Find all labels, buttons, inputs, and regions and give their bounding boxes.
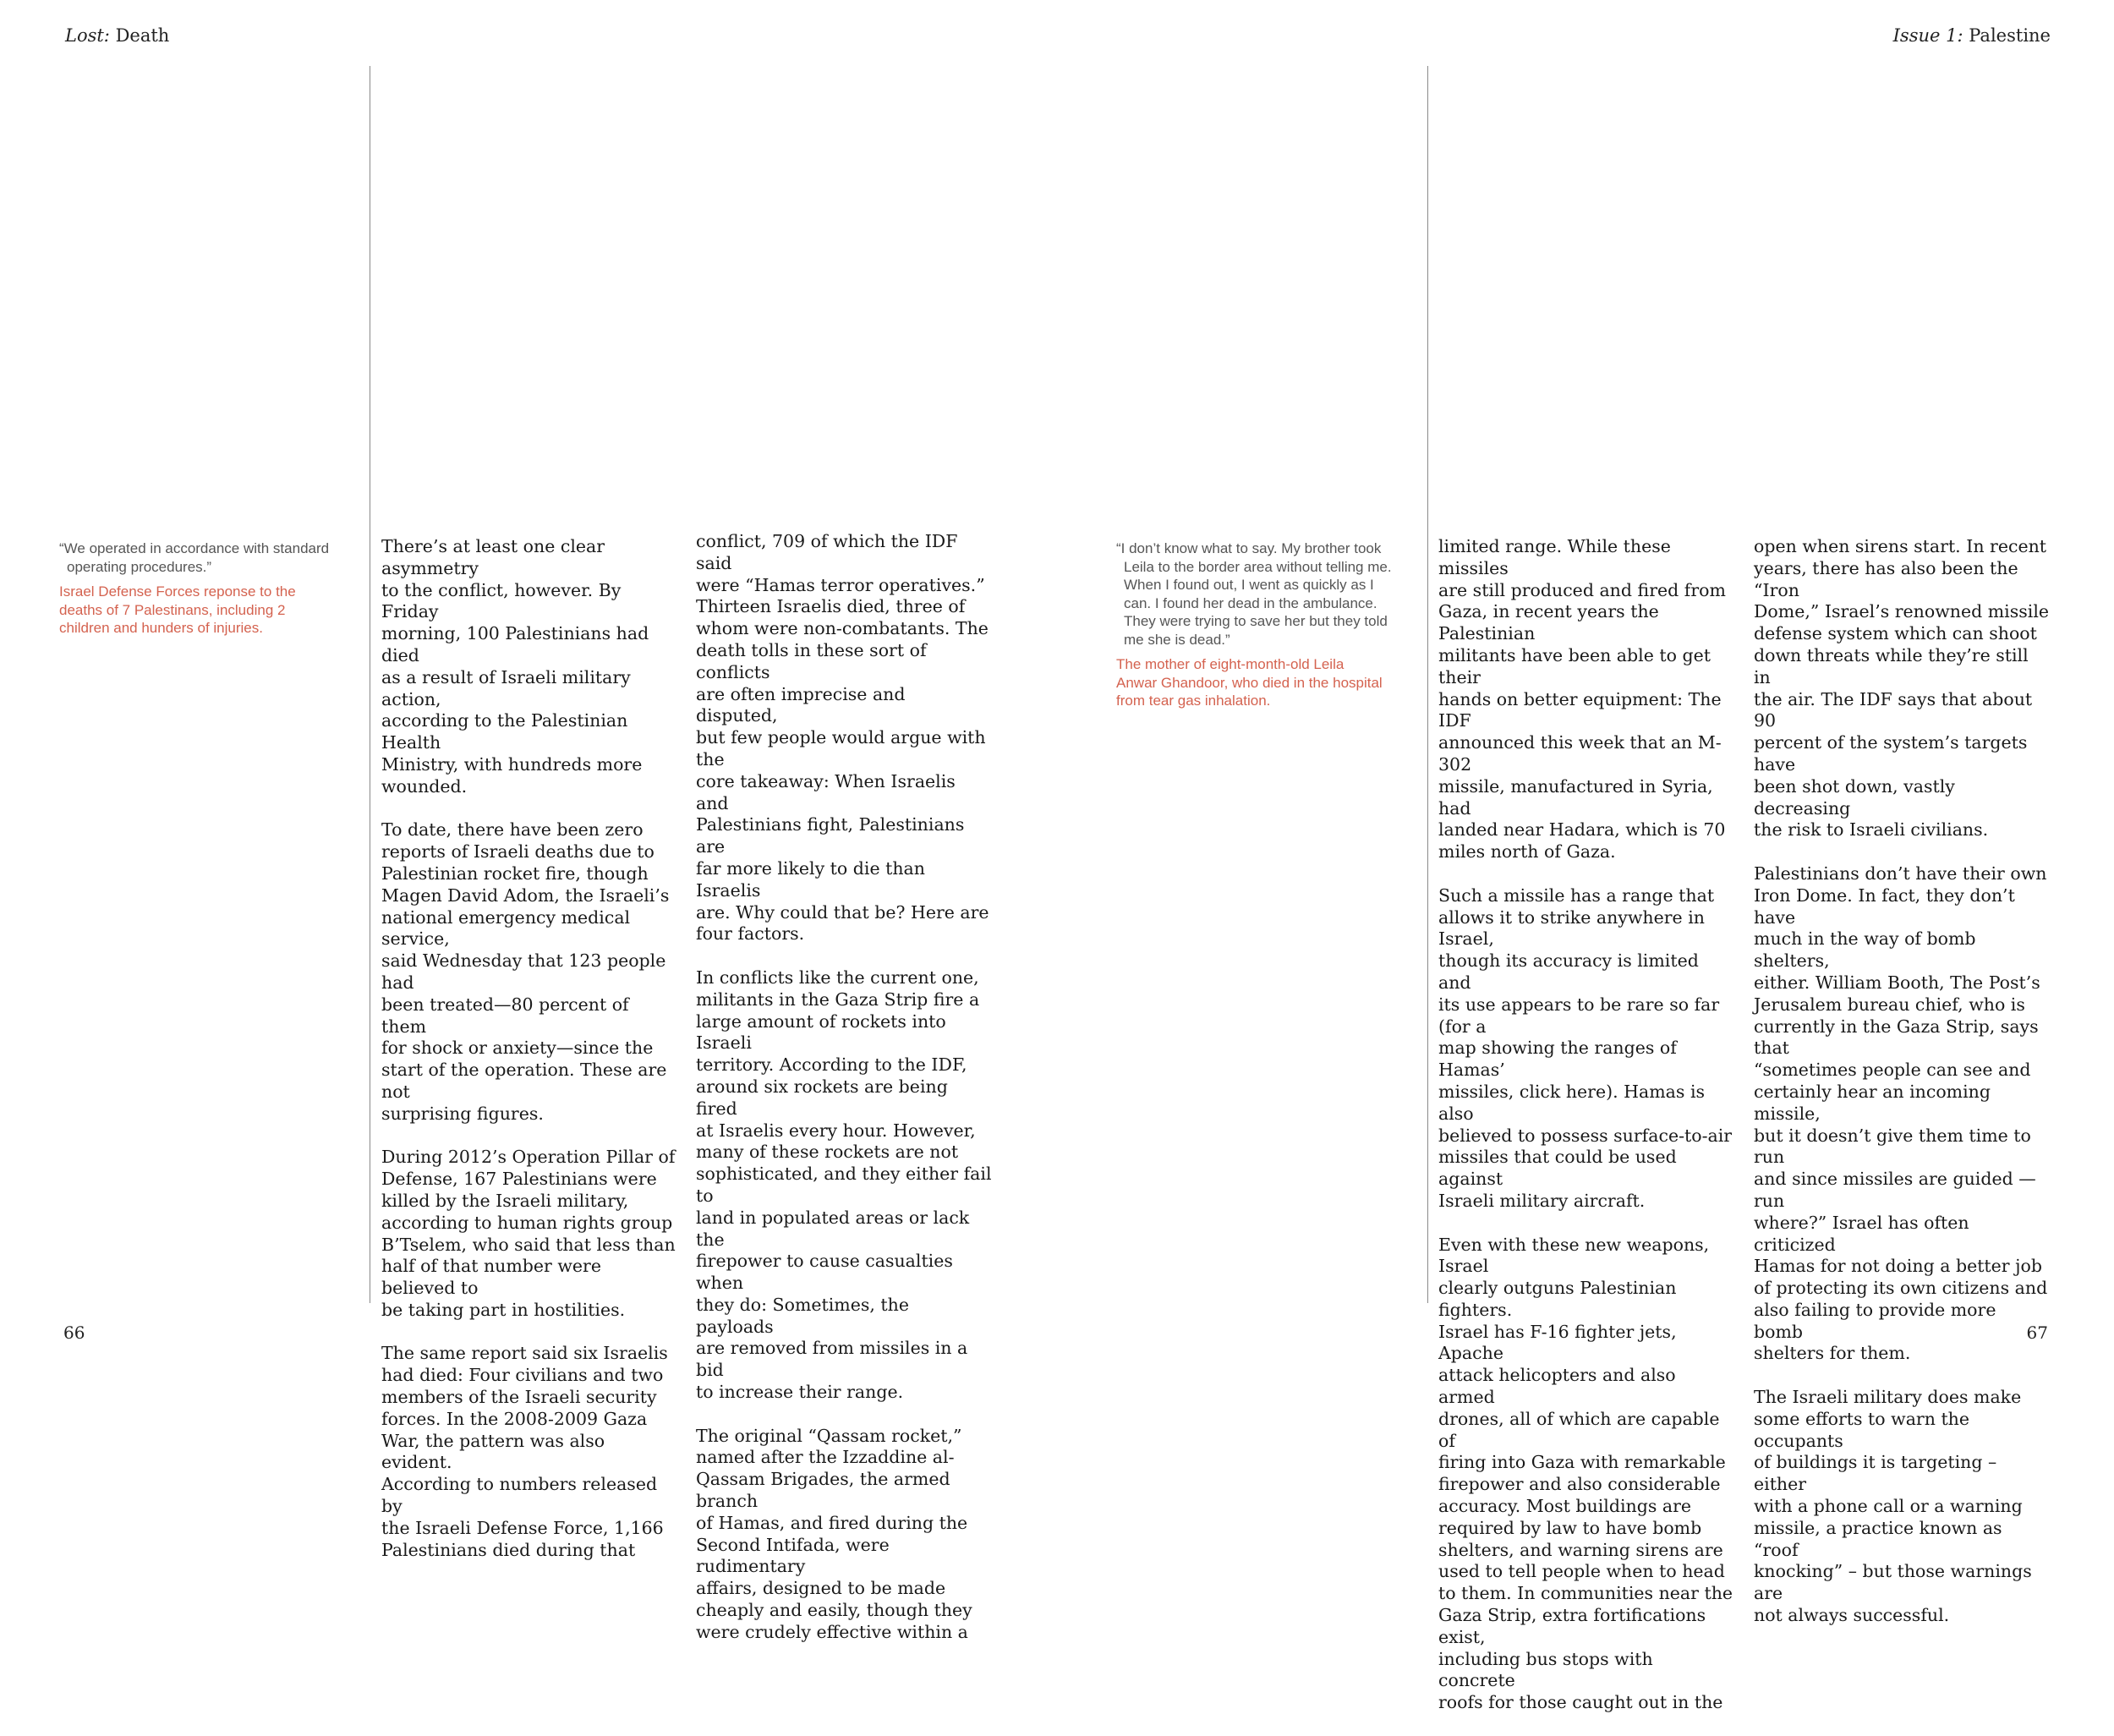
pull-quote-line: “We operated in accordance with standard	[59, 540, 330, 556]
paragraph: Palestinians don’t have their own Iron Dome. In fact, they don’t have much in the way of bomb shelters, either. William Booth, The Post’s Jerusalem bureau chief, who is currently in the Gaza Strip, says that “sometimes people can see and certainly hear an incoming missile, but it doesn’t give them time to run and since missiles are guided — run where?” Israel has often criticized Hamas for not doing a better job of protecting its own citizens and also failing to provide more bomb shelters for them.	[1754, 863, 2048, 1364]
pull-quote-line: “I don’t know what to say. My brother took	[1116, 540, 1382, 556]
pull-quote-line: operating procedures.”	[67, 558, 212, 575]
pull-quote-attribution: Israel Defense Forces reponse to the deaths of 7 Palestinans, including 2 children and hunders of injuries.	[59, 583, 296, 636]
pull-quote-left	[59, 539, 357, 638]
pull-quote-text	[1116, 539, 1414, 649]
page-number-right: 67	[2026, 1323, 2048, 1343]
section-label: Lost:	[65, 25, 110, 46]
paragraph: limited range. While these missiles are still produced and fired from Gaza, in recent years the Palestinian militants have been able to get their hands on better equipment: The IDF announced this week that an M-302 missile, manufactured in Syria, had landed near Hadara, which is 70 miles north of Gaza.	[1438, 536, 1726, 863]
paragraph: To date, there have been zero reports of Israeli deaths due to Palestinian rocket fire, though Magen David Adom, the Israeli’s national emergency medical service, said Wednesday that 123 people had been treated—80 percent of them for shock or anxiety—since the start of the operation. These are not surprising figures.	[381, 819, 670, 1124]
issue-title: Palestine	[1969, 25, 2051, 46]
paragraph: Even with these new weapons, Israel clearly outguns Palestinian fighters. Israel has F-16 fighter jets, Apache attack helicopters and also armed drones, all of which are capable of firing into Gaza with remarkable firepower and also considerable accuracy. Most buildings are required by law to have bomb shelters, and warning sirens are used to tell people when to head to them. In communities near the Gaza Strip, extra fortifications exist, including bus stops with concrete roofs for those caught out in the	[1438, 1234, 1733, 1713]
paragraph: The same report said six Israelis had died: Four civilians and two members of the Israeli security forces. In the 2008-2009 Gaza War, the pattern was also evident. According to numbers released by the Israeli Defense Force, 1,166 Palestinians died during that	[381, 1343, 668, 1560]
page-number-left: 66	[63, 1323, 85, 1343]
body-column-3	[1438, 536, 1734, 1736]
paragraph: During 2012’s Operation Pillar of Defense, 167 Palestinians were killed by the Israeli military, according to human rights group B’Tselem, who said that less than half of that number were believed to be taking part in hostilities.	[381, 1147, 676, 1320]
paragraph: The Israeli military does make some efforts to warn the occupants of buildings it is targeting – either with a phone call or a warning missile, a practice known as “roof knocking” – but those warnings are not always successful.	[1754, 1387, 2032, 1626]
body-column-1	[381, 536, 677, 1583]
pull-quote-line: Leila to the border area without telling me. When I found out, I went as quickly as I can. I found her dead in the ambulance. They were trying to save her but they told me she is dead.”	[1124, 558, 1392, 648]
column-divider-right	[1427, 66, 1428, 1303]
running-head-right	[1893, 25, 2051, 46]
issue-label: Issue 1:	[1892, 25, 1963, 46]
pull-quote-right	[1116, 539, 1414, 710]
paragraph: The original “Qassam rocket,” named after the Izzaddine al- Qassam Brigades, the armed branch of Hamas, and fired during the Second Intifada, were rudimentary affairs, designed to be made cheaply and easily, though they were crudely effective within a	[696, 1425, 972, 1642]
section-title: Death	[115, 25, 170, 46]
running-head-left	[65, 25, 169, 46]
body-column-4	[1754, 536, 2050, 1649]
body-column-2	[696, 531, 992, 1665]
paragraph: There’s at least one clear asymmetry to the conflict, however. By Friday morning, 100 Palestinians had died as a result of Israeli military action, according to the Palestinian Health Ministry, with hundreds more wounded.	[381, 536, 649, 797]
paragraph: Such a missile has a range that allows it to strike anywhere in Israel, though its accuracy is limited and its use appears to be rare so far (for a map showing the ranges of Hamas’ missiles, click here). Hamas is also believed to possess surface-to-air missiles that could be used against Israeli military aircraft.	[1438, 884, 1733, 1211]
pull-quote-text	[59, 539, 357, 576]
paragraph: conflict, 709 of which the IDF said were “Hamas terror operatives.” Thirteen Israelis died, three of whom were non-combatants. The death tolls in these sort of conflicts are often imprecise and disputed, but few people would argue with the core takeaway: When Israelis and Palestinians fight, Palestinians are far more likely to die than Israelis are. Why could that be? Here are four factors.	[696, 531, 989, 945]
paragraph: In conflicts like the current one, militants in the Gaza Strip fire a large amount of rockets into Israeli territory. According to the IDF, around six rockets are being fired at Israelis every hour. However, many of these rockets are not sophisticated, and they either fail to land in populated areas or lack the firepower to cause casualties when they do: Sometimes, the payloads are removed from missiles in a bid to increase their range.	[696, 967, 992, 1403]
pull-quote-attribution: The mother of eight-month-old Leila Anwar Ghandoor, who died in the hospital from tear gas inhalation.	[1116, 656, 1383, 709]
paragraph: open when sirens start. In recent years, there has also been the “Iron Dome,” Israel’s renowned missile defense system which can shoot down threats while they’re still in the air. The IDF says that about 90 percent of the system’s targets have been shot down, vastly decreasing the risk to Israeli civilians.	[1754, 536, 2050, 841]
